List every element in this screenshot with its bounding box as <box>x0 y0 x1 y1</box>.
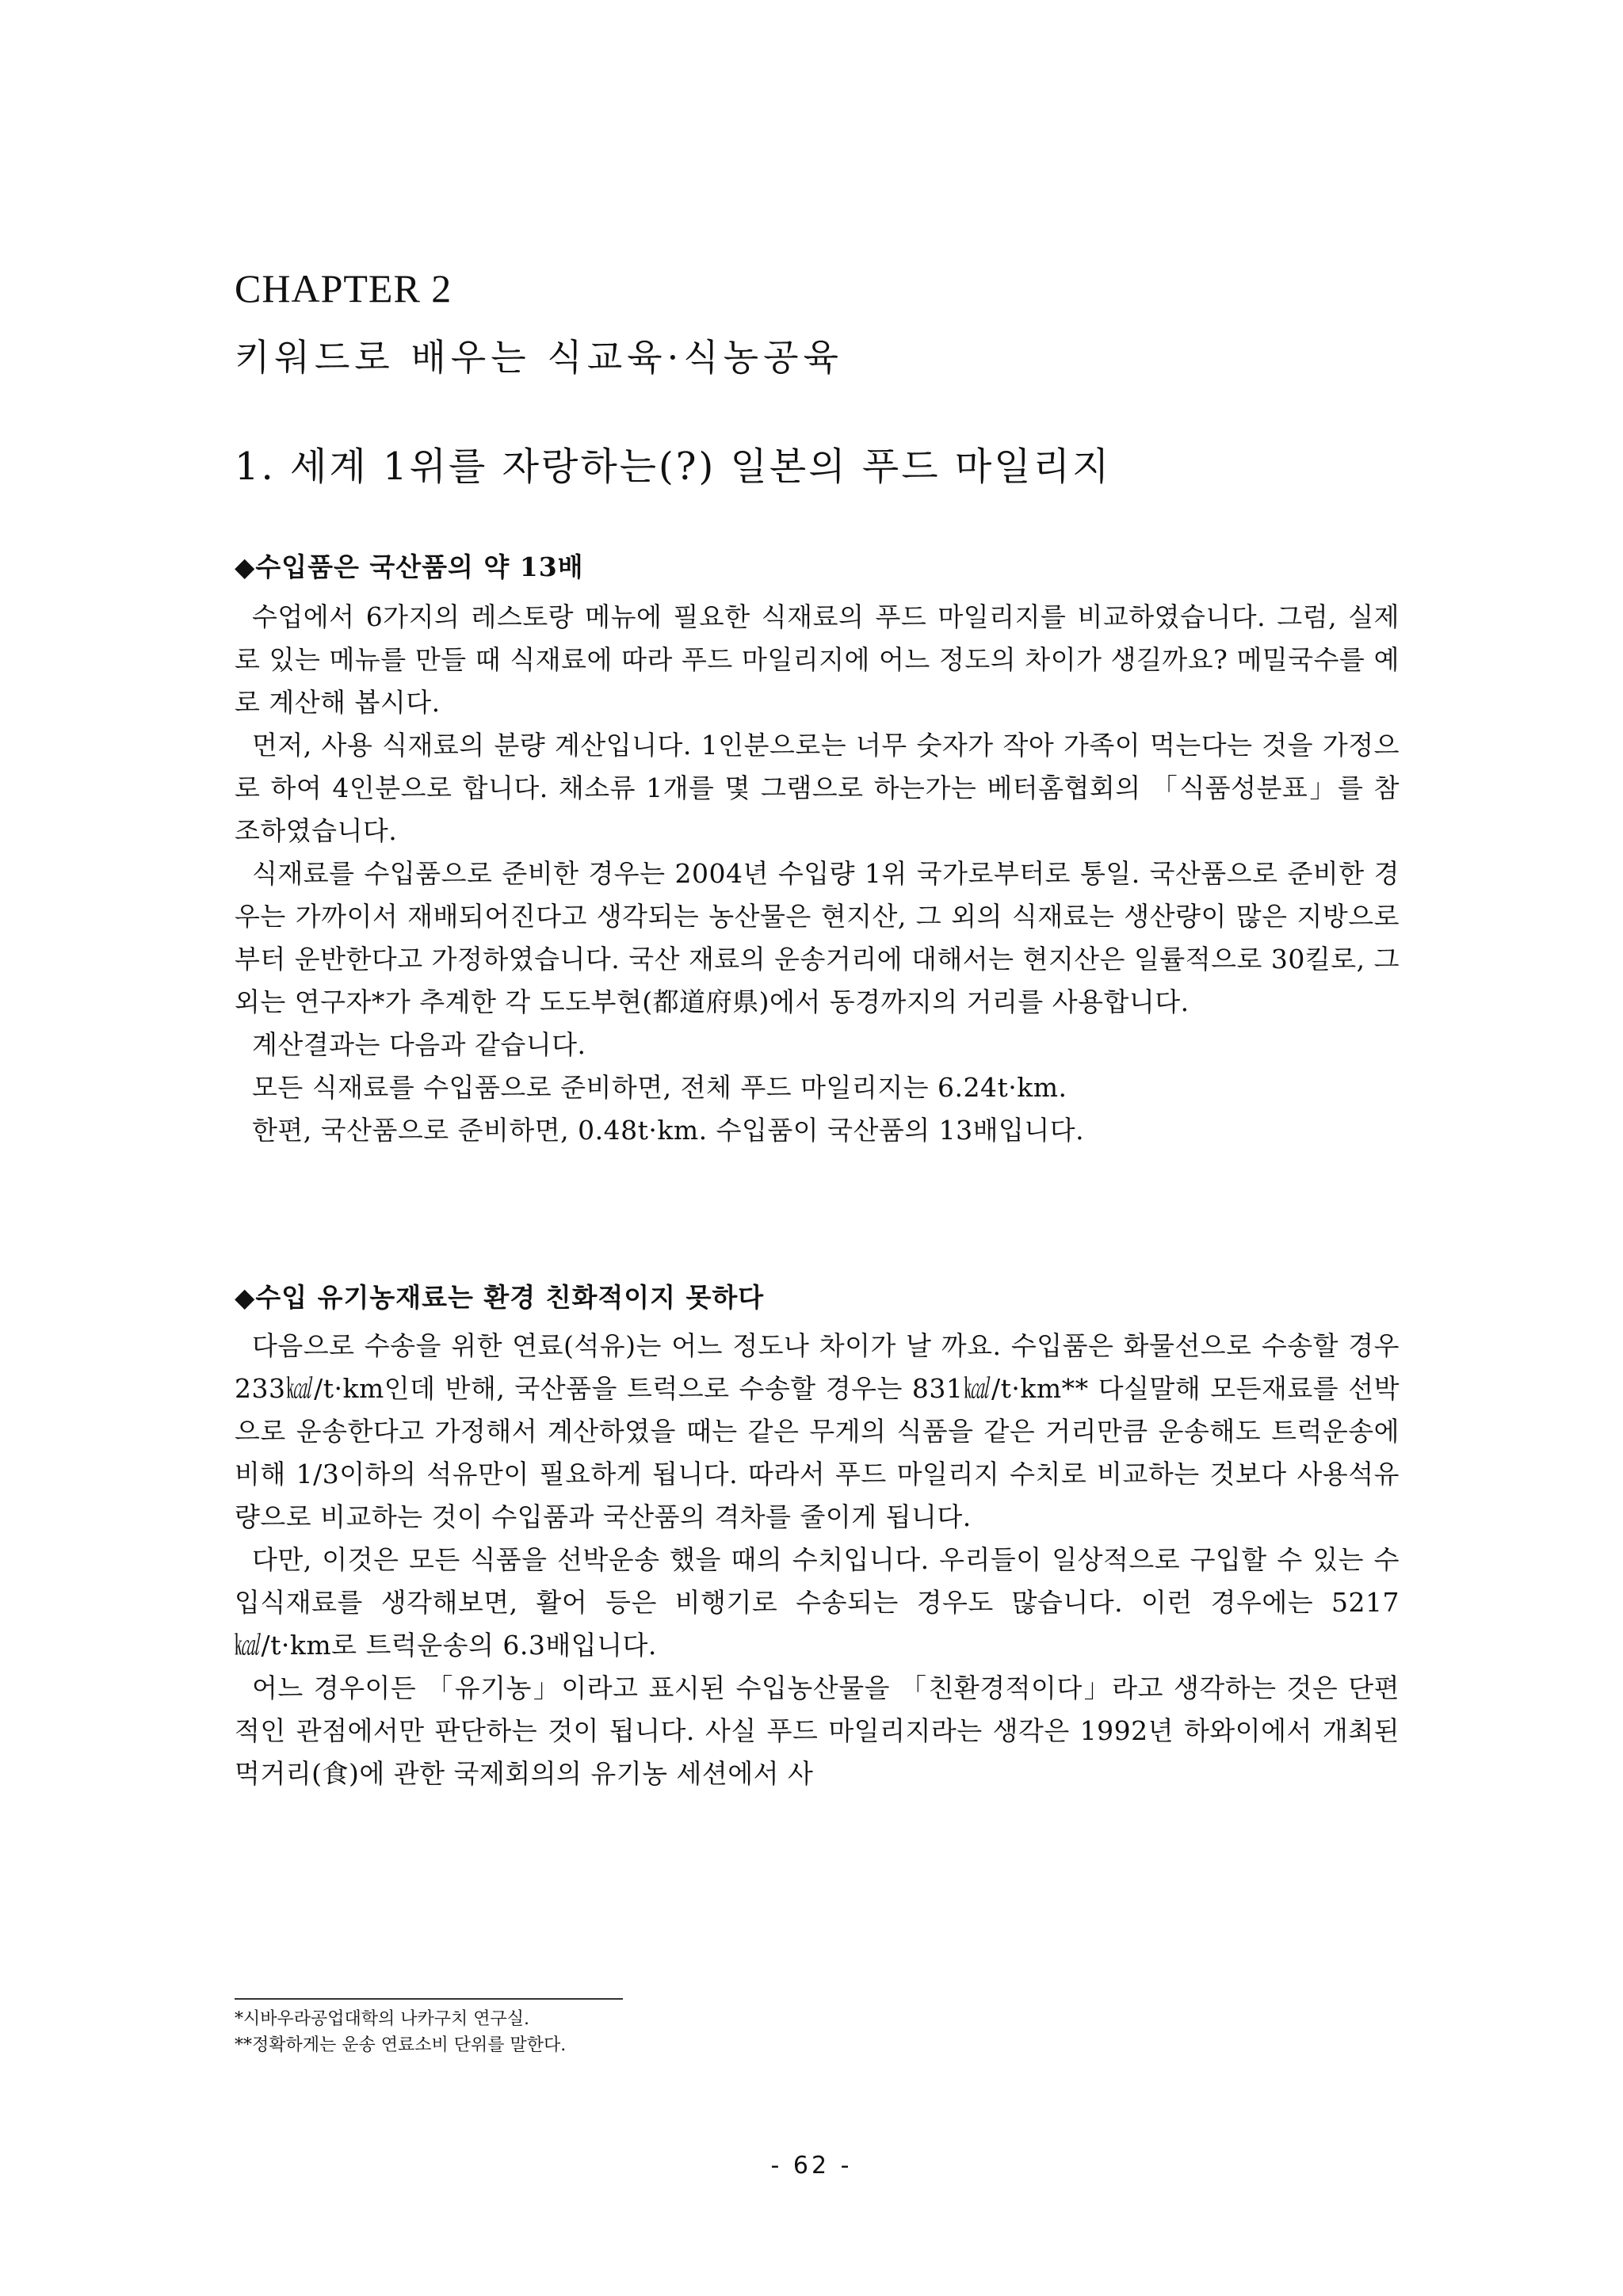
footnote-2: **정확하게는 운송 연료소비 단위를 말한다. <box>235 2035 567 2055</box>
paragraph: 수업에서 6가지의 레스토랑 메뉴에 필요한 식재료의 푸드 마일리지를 비교하였습니다. 그럼, 실제로 있는 메뉴를 만들 때 식재료에 따라 푸드 마일리지에 어느 정도의 차이가 생길까요? 메밀국수를 예로 계산해 봅시다. <box>235 601 1400 718</box>
footnote-divider <box>235 1998 623 2000</box>
subsection-heading-2: ◆수입 유기농재료는 환경 친화적이지 못하다 <box>235 1282 765 1313</box>
paragraph: 다음으로 수송을 위한 연료(석유)는 어느 정도나 차이가 날 까요. 수입품은 화물선으로 수송할 경우 233㎉/t·km인데 반해, 국산품을 트럭으로 수송할 경우는 831㎉/t·km** 다실말해 모든재료를 선박으로 운송한다고 가정해서 계산하였을 때는 같은 무게의 식품을 같은 거리만큼 운송해도 트럭운송에 비해 1/3이하의 석유만이 필요하게 됩니다. 따라서 푸드 마일리지 수치로 비교하는 것보다 사용석유량으로 비교하는 것이 수입품과 국산품의 격차를 줄이게 됩니다. <box>235 1330 1400 1532</box>
chapter-subtitle: 키워드로 배우는 식교육·식농공육 <box>235 336 843 379</box>
chapter-label: CHAPTER 2 <box>235 266 453 311</box>
section-title: 1. 세계 1위를 자랑하는(?) 일본의 푸드 마일리지 <box>235 444 1112 489</box>
page-number: - 62 - <box>770 2152 853 2180</box>
footnote-1: *시바우라공업대학의 나카구치 연구실. <box>235 2009 530 2029</box>
paragraph: 계산결과는 다음과 같습니다. <box>252 1029 586 1060</box>
subsection-heading-1: ◆수입품은 국산품의 약 13배 <box>235 551 584 582</box>
paragraph: 식재료를 수입품으로 준비한 경우는 2004년 수입량 1위 국가로부터로 통일. 국산품으로 준비한 경우는 가까이서 재배되어진다고 생각되는 농산물은 현지산, 그 외의 식재료는 생산량이 많은 지방으로부터 운반한다고 가정하였습니다. 국산 재료의 운송거리에 대해서는 현지산은 일률적으로 30킬로, 그 외는 연구자*가 추계한 각 도도부현(都道府県)에서 동경까지의 거리를 사용합니다. <box>235 858 1400 1017</box>
subsection-body-1 <box>235 596 1400 1152</box>
paragraph: 먼저, 사용 식재료의 분량 계산입니다. 1인분으로는 너무 숫자가 작아 가족이 먹는다는 것을 가정으로 하여 4인분으로 합니다. 채소류 1개를 몇 그램으로 하는가는 베터홈협회의 「식품성분표」를 참조하였습니다. <box>235 730 1400 846</box>
paragraph: 다만, 이것은 모든 식품을 선박운송 했을 때의 수치입니다. 우리들이 일상적으로 구입할 수 있는 수입식재료를 생각해보면, 활어 등은 비행기로 수송되는 경우도 많습니다. 이런 경우에는 5217㎉/t·km로 트럭운송의 6.3배입니다. <box>235 1544 1400 1661</box>
subsection-body-2 <box>235 1325 1400 1795</box>
footnotes <box>235 2006 566 2058</box>
paragraph: 한편, 국산품으로 준비하면, 0.48t·km. 수입품이 국산품의 13배입니다. <box>252 1115 1085 1146</box>
paragraph: 어느 경우이든 「유기농」이라고 표시된 수입농산물을 「친환경적이다」라고 생각하는 것은 단편적인 관점에서만 판단하는 것이 됩니다. 사실 푸드 마일리지라는 생각은 1992년 하와이에서 개최된 먹거리(食)에 관한 국제회의의 유기농 세션에서 사 <box>235 1672 1400 1789</box>
paragraph: 모든 식재료를 수입품으로 준비하면, 전체 푸드 마일리지는 6.24t·km. <box>252 1072 1067 1103</box>
